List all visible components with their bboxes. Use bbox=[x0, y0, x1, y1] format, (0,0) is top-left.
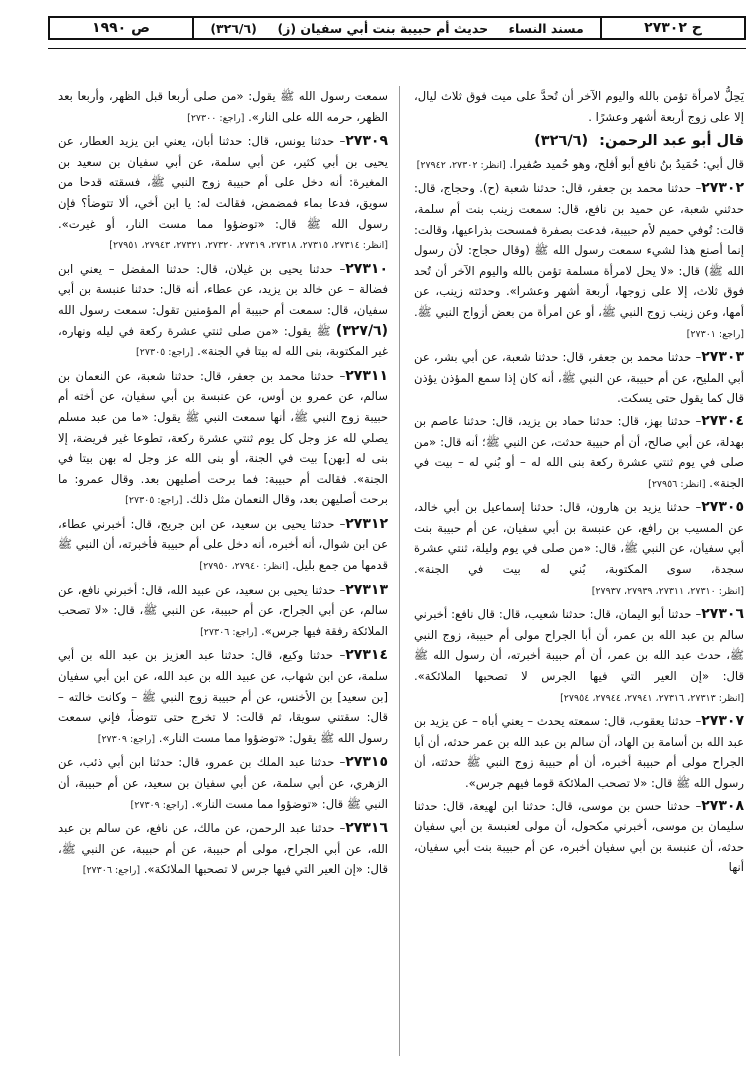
hadith-entry: ٢٧٣١٥– حدثنا عبد الملك بن عمرو، قال: حدثنا ابن أبي ذئب، عن الزهري، عن أبي سلمة، عن أبي سفيان بن سعيد، عن أم حبيبة، أن النبي ﷺ قال: «توضؤوا مما مست النار». [راجع: ٢٧٣٠٩] bbox=[58, 754, 388, 811]
hadith-entry: ٢٧٣١٦– حدثنا عبد الرحمن، عن مالك، عن نافع، عن سالم بن عبد الله، عن أبي الجراح، مولى أم حبيبة، عن أم حبيبة، عن النبي ﷺ، قال: «إن العير التي فيها جرس لا تصحبها الملائكة». [راجع: ٢٧٣٠٦] bbox=[58, 820, 388, 877]
hadith-number: ٢٧٣٠٢ bbox=[701, 180, 744, 197]
page-header bbox=[48, 16, 746, 46]
reference-note: [انظر: ٢٧٩٤٠، ٢٧٩٥٠] bbox=[199, 561, 289, 573]
hadith-number: ٢٧٣٠٤ bbox=[701, 412, 744, 429]
reference-note: [انظر: ٢٧٩٥٦] bbox=[648, 478, 706, 490]
hadith-entry: ٢٧٣١٣– حدثنا يحيى بن سعيد، عن عبيد الله، قال: أخبرني نافع، عن سالم، عن أبي الجراح، عن أم حبيبة، عن النبي ﷺ، قال: «لا تصحب الملائكة رفقة فيها جرس». [راجع: ٢٧٣٠٦] bbox=[58, 581, 388, 638]
hadith-number: ٢٧٣١٢ bbox=[345, 515, 388, 532]
chapter-title: حديث أم حبيبة بنت أبي سفيان (ز) bbox=[277, 20, 489, 36]
hadith-number: ٢٧٣٠٥ bbox=[701, 499, 744, 516]
column-divider bbox=[399, 86, 400, 1056]
chapter-number: (٣٢٦/٦) bbox=[210, 20, 257, 36]
hadith-number: ٢٧٣١٦ bbox=[345, 820, 388, 837]
running-title bbox=[194, 16, 600, 40]
reference-note: [راجع: ٢٧٣٠٦] bbox=[82, 865, 141, 877]
hadith-number: ٢٧٣٠٨ bbox=[701, 797, 744, 814]
reference-note: [راجع: ٢٧٣٠٩] bbox=[130, 799, 188, 811]
paragraph: يَحِلُّ لامرأة تؤمن بالله واليوم الآخر أن تُحدَّ على ميت فوق ثلاث ليال، إلا على زوج أربعة أشهر وعشرًا . bbox=[414, 89, 744, 124]
hadith-entry: ٢٧٣١٢– حدثنا يحيى بن سعيد، عن ابن جريج، قال: أخبرني عطاء، عن ابن شوال، أنه أخبره، أنه دخل على أم حبيبة فأخبرته، أن النبي ﷺ قدمها من جمع بليل. [انظر: ٢٧٩٤٠، ٢٧٩٥٠] bbox=[58, 515, 388, 573]
hadith-number: ٢٧٣١٠ bbox=[345, 260, 388, 277]
section-title: قال أبو عبد الرحمن: (٣٢٦/٦) bbox=[534, 133, 744, 150]
hadith-number: ٢٧٣٠٧ bbox=[701, 713, 744, 730]
hadith-number: ٢٧٣١٤ bbox=[345, 647, 388, 664]
hadith-number: ٢٧٣١٣ bbox=[345, 581, 388, 598]
reference-note: [انظر: ٢٧٣١٣، ٢٧٣١٦، ٢٧٩٤١، ٢٧٩٤٤، ٢٧٩٥٤] bbox=[560, 692, 744, 704]
reference-note: [انظر: ٢٧٣١٠، ٢٧٣١١، ٢٧٩٣٩، ٢٧٩٣٧] bbox=[591, 585, 744, 597]
hadith-entry: ٢٧٣٠٣– حدثنا محمد بن جعفر، قال: حدثنا شعبة، عن أبي بشر، عن أبي المليح، عن أم حبيبة، عن النبي ﷺ، أنه كان إذا سمع المؤذن يؤذن قال كما يقول حتى يسكت. bbox=[414, 349, 744, 406]
hadith-entry: ٢٧٣٠٥– حدثنا يزيد بن هارون، قال: حدثنا إسماعيل بن أبي خالد، عن المسيب بن رافع، عن عنبسة بن أبي سفيان، عن أم حبيبة بنت أبي سفيان، عن النبي ﷺ، قال: «من صلى في يوم وليلة، ثنتي عشرة سجدة، سوى المكتوبة، بُني له بيت في الجنة». [انظر: ٢٧٣١٠، ٢٧٣١١، ٢٧٩٣٩، ٢٧٩٣٧] bbox=[414, 499, 744, 597]
header-rule bbox=[48, 48, 746, 49]
hadith-number: ٢٧٣٠٦ bbox=[701, 606, 744, 623]
hadith-range-box: ح ٢٧٣٠٢ bbox=[600, 16, 746, 40]
reference-note: [راجع: ٢٧٣٠٠] bbox=[187, 112, 245, 124]
hadith-entry: ٢٧٣٠٦– حدثنا أبو اليمان، قال: حدثنا شعيب، قال: قال نافع: أخبرني سالم بن عبد الله بن عمر، أن أبا الجراح مولى أم حبيبة، زوج النبي ﷺ، حدث عبد الله بن عمر، أن أم حبيبة أخبرته، أن رسول الله ﷺ قال: «إن العير التي فيها الجرس لا تصحبها الملائكة». [انظر: ٢٧٣١٣، ٢٧٣١٦، ٢٧٩٤١، ٢٧٩٤٤، ٢٧٩٥٤] bbox=[414, 606, 744, 704]
hadith-number: ٢٧٣٠٣ bbox=[701, 349, 744, 366]
page-number-box: ص ١٩٩٠ bbox=[48, 16, 194, 40]
right-column bbox=[414, 86, 744, 1056]
hadith-entry: ٢٧٣٠٧– حدثنا يعقوب، قال: سمعته يحدث – يعني أباه – عن يزيد بن عبد الله بن أسامة بن الهاد، أن سالم بن عبد الله بن عمر حدثه، أن أبا الجراح مولى أم حبيبة أخبره، أن أم حبيبة زوج النبي ﷺ حدثته، أن رسول الله ﷺ قال: «لا تصحب الملائكة قوما فيهم جرس». bbox=[414, 713, 744, 790]
hadith-entry: ٢٧٣١٤– حدثنا وكيع، قال: حدثنا عبد العزيز بن عبد الله بن أبي سلمة، عن ابن شهاب، عن عبيد الله بن عبد الله، عن ابن أبي سفيان [بن سعيد] بن الأخنس، عن أم حبيبة زوج النبي ﷺ – وكانت خالته – قال: سقتني سويقا، ثم قالت: لا تخرج حتى تتوضأ، فإني سمعت رسول الله ﷺ يقول: «توضؤوا مما مست النار». [راجع: ٢٧٣٠٩] bbox=[58, 647, 388, 745]
reference-note: [انظر: ٢٧٣١٤، ٢٧٣١٥، ٢٧٣١٨، ٢٧٣١٩، ٢٧٣٢٠، ٢٧٣٢١، ٢٧٩٤٣، ٢٧٩٥١] bbox=[109, 240, 388, 252]
reference-note: [راجع: ٢٧٣٠٦] bbox=[200, 626, 258, 638]
reference-note: [راجع: ٢٧٣٠٩] bbox=[97, 733, 156, 745]
hadith-number: ٢٧٣٠٩ bbox=[345, 133, 388, 150]
paragraph: قال أبي: حُمَيدُ بنُ نافع أبو أفلح، وهو حُميد صُفيرا. [انظر: ٢٧٣٠٢، ٢٧٩٤٢] bbox=[416, 156, 744, 171]
hadith-entry: ٢٧٣٠٤– حدثنا بهز، قال: حدثنا حماد بن يزيد، قال: حدثنا عاصم بن بهدلة، عن أبي صالح، أن أم حبيبة حدثت، عن النبي ﷺ؛ أنه قال: «من صلى في يوم ثنتي عشرة ركعة بنى الله له – أو بُني له – بيت في الجنة». [انظر: ٢٧٩٥٦] bbox=[414, 412, 744, 490]
reference-note: [راجع: ٢٧٣٠٥] bbox=[136, 347, 194, 359]
hadith-entry: ٢٧٣٠٨– حدثنا حسن بن موسى، قال: حدثنا ابن لهيعة، قال: حدثنا سليمان بن موسى، أخبرني مكحول، أن مولى لعنبسة بن أبي سفيان حدثه، أن عنبسة بن أبي سفيان أخبره، عن أم حبيبة بنت أبي سفيان، أنها bbox=[414, 797, 744, 875]
hadith-entry: ٢٧٣١١– حدثنا محمد بن جعفر، قال: حدثنا شعبة، عن النعمان بن سالم، عن عمرو بن أوس، عن عنبسة بن أبي سفيان، عن أخته أم حبيبة زوج النبي ﷺ، أنها سمعت النبي ﷺ يقول: «ما من عبد مسلم يصلي لله عز وجل كل يوم ثنتي عشرة ركعة، تطوعا غير فريضة، إلا بنى له [بهن] بيت في الجنة، أو بنى الله عز وجل له بهن بيتا في الجنة». فقالت أم حبيبة: فما برحت أصليهن بعد. وقال عمرو: ما برحت أصليهن بعد، وقال النعمان مثل ذلك. [راجع: ٢٧٣٠٥] bbox=[58, 367, 388, 507]
hadith-entry: ٢٧٣١٠– حدثنا يحيى بن غيلان، قال: حدثنا المفضل – يعني ابن فضالة – عن خالد بن يزيد، عن عطاء، أنه قال: حدثنا عنبسة بن أبي سفيان، قال: سمعت أم حبيبة أم المؤمنين تقول: سمعت رسول الله (٣٢٧/٦) ﷺ يقول: «من صلى ثنتي عشرة ركعة في ليله ونهاره، غير المكتوبة، بنى الله له بيتا في الجنة». [راجع: ٢٧٣٠٥] bbox=[58, 260, 388, 359]
paragraph: سمعت رسول الله ﷺ يقول: «من صلى أربعا قبل الظهر، وأربعا بعد الظهر، حرمه الله على النار». [راجع: ٢٧٣٠٠] bbox=[58, 89, 388, 124]
reference-note: [راجع: ٢٧٣٠١] bbox=[686, 328, 744, 340]
volume-page-marker: (٣٢٧/٦) bbox=[335, 322, 388, 339]
hadith-number: ٢٧٣١٥ bbox=[345, 754, 388, 771]
reference-note: [انظر: ٢٧٣٠٢، ٢٧٩٤٢] bbox=[416, 159, 506, 171]
hadith-entry: ٢٧٣٠٩– حدثنا يونس، قال: حدثنا أبان، يعني ابن يزيد العطار، عن يحيى بن أبي كثير، عن أبي سلمة، عن أبي سفيان بن سعيد بن المغيرة: أنه دخل على أم حبيبة زوج النبي ﷺ، فسقته قدحا من سويق، فدعا بماء فمضمض، فقالت له: يا ابن أخي، ألا تتوضأ؟ فإن رسول الله ﷺ قال: «توضؤوا مما مست النار، أو غيرت». [انظر: ٢٧٣١٤، ٢٧٣١٥، ٢٧٣١٨، ٢٧٣١٩، ٢٧٣٢٠، ٢٧٣٢١، ٢٧٩٤٣، ٢٧٩٥١] bbox=[58, 133, 388, 252]
left-column bbox=[58, 86, 388, 1056]
reference-note: [راجع: ٢٧٣٠٥] bbox=[125, 495, 183, 507]
hadith-entry: ٢٧٣٠٢– حدثنا محمد بن جعفر، قال: حدثنا شعبة (ح). وحجاج، قال: حدثني شعبة، عن حميد بن نافع، قال: سمعت زينب بنت أم سلمة، قالت: تُوفي حميم لأم حبيبة، فدعت بصفرة فمسحت بذراعيها، وقالت: إنما أصنع هذا لشيء سمعت رسول الله ﷺ (وقال حجاج: لأن رسول الله ﷺ) قال: «لا يحل لامرأة مسلمة تؤمن بالله واليوم الآخر أن تُحد فوق ثلاث، إلا على زوجها، أربعة أشهر وعشرا». وحدثته زينب، عن أمها، وعن زينب زوج النبي ﷺ، أو عن امرأة من بعض أزواج النبي ﷺ. [راجع: ٢٧٣٠١] bbox=[414, 180, 744, 340]
hadith-number: ٢٧٣١١ bbox=[345, 367, 388, 384]
book-title: مسند النساء bbox=[508, 20, 584, 36]
